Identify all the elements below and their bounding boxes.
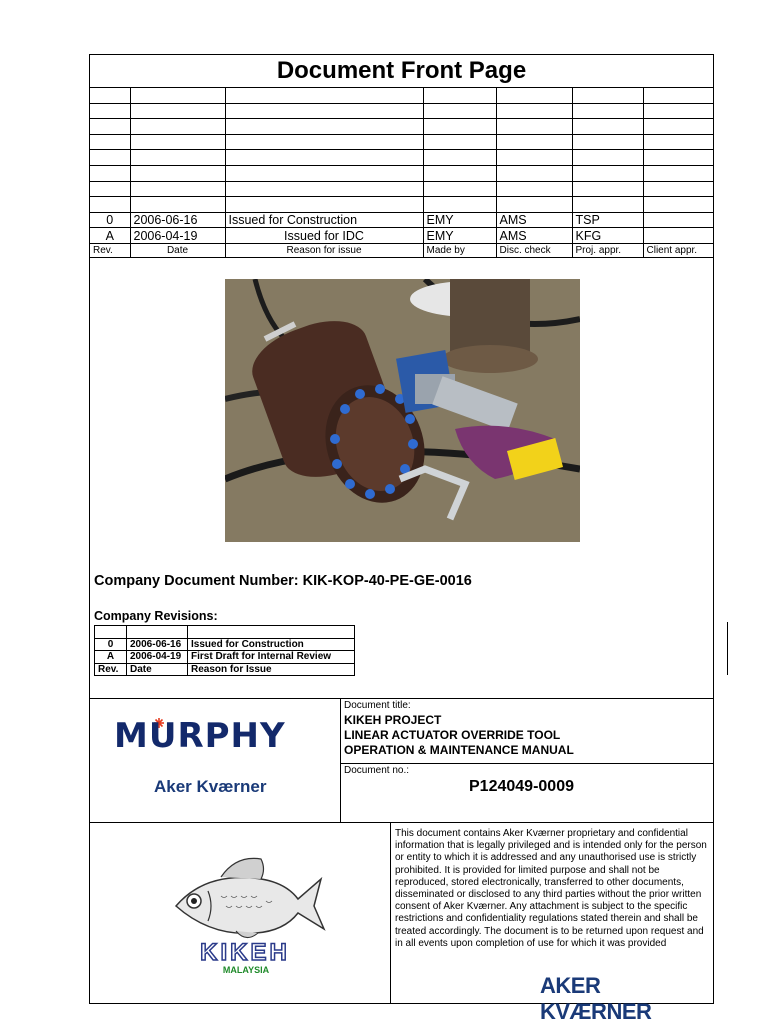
divider	[390, 822, 391, 1004]
revision-empty-row	[90, 165, 714, 181]
kikeh-logo	[166, 851, 326, 981]
revision-empty-row	[90, 181, 714, 197]
rev-cell: A	[90, 228, 130, 244]
reason-cell: Issued for IDC	[225, 228, 423, 244]
revision-empty-row	[90, 150, 714, 166]
made-by-cell: EMY	[423, 228, 496, 244]
made-by-cell: EMY	[423, 212, 496, 228]
murphy-logo	[114, 712, 294, 759]
revision-row	[90, 212, 714, 228]
company-revisions-table	[94, 625, 355, 676]
date-header: Date	[130, 243, 225, 257]
company-rev-cell: 0	[95, 638, 127, 651]
document-title-label: Document title:	[344, 700, 411, 711]
company-date-cell: 2006-06-16	[127, 638, 188, 651]
company-revision-header-row	[95, 663, 355, 676]
fish-illustration	[166, 851, 326, 946]
company-revision-row	[95, 651, 355, 664]
rev-header: Rev.	[90, 243, 130, 257]
proj-appr-cell: TSP	[572, 212, 643, 228]
rev-cell: 0	[90, 212, 130, 228]
divider	[340, 698, 341, 822]
revision-empty-row	[90, 197, 714, 213]
margin-mark	[727, 622, 728, 675]
proj-appr-cell: KFG	[572, 228, 643, 244]
divider	[90, 698, 713, 699]
aker-kvaerner-logo: AKER KVÆRNER	[540, 973, 652, 1024]
company-revision-empty-row	[95, 626, 355, 639]
company-rev-header: Rev.	[95, 663, 127, 676]
revision-empty-row	[90, 119, 714, 135]
company-reason-cell: First Draft for Internal Review	[188, 651, 355, 664]
reason-header: Reason for issue	[225, 243, 423, 257]
aker-kvaerner-wordmark: Aker Kværner	[154, 777, 267, 796]
company-revisions-title: Company Revisions:	[94, 609, 218, 623]
revision-empty-row	[90, 103, 714, 119]
made-by-header: Made by	[423, 243, 496, 257]
company-date-cell: 2006-04-19	[127, 651, 188, 664]
confidentiality-disclaimer: This document contains Aker Kværner proprietary and confidential information that is legally privileged and is intended only for the person or entity to which it is addressed and any unauthorised use is strictly prohibited. It is provided for limited purpose and shall not be reproduced, stored electronically, transferred to other documents, disseminated or disclosed to any third parties without the prior written consent of Aker Kværner. Any attachment is subject to the specific restrictions and confidentiality regulations stated therein and shall be treated accordingly. The document is to be returned upon request and in all events upon completion of use for which it was provided	[395, 828, 707, 949]
revision-header-row	[90, 243, 714, 257]
client-appr-cell	[643, 212, 714, 228]
client-appr-header: Client appr.	[643, 243, 714, 257]
equipment-photo	[225, 279, 580, 542]
company-reason-cell: Issued for Construction	[188, 638, 355, 651]
document-title-line-3: OPERATION & MAINTENANCE MANUAL	[344, 743, 574, 757]
revision-empty-row	[90, 134, 714, 150]
kikeh-wordmark: KIKEH	[200, 939, 290, 966]
proj-appr-header: Proj. appr.	[572, 243, 643, 257]
document-frame	[89, 54, 714, 1024]
disc-check-cell: AMS	[496, 212, 572, 228]
revision-table	[90, 87, 714, 258]
revision-empty-row	[90, 88, 714, 104]
company-rev-cell: A	[95, 651, 127, 664]
date-cell: 2006-04-19	[130, 228, 225, 244]
page-title: Document Front Page	[90, 55, 713, 88]
divider	[90, 822, 713, 823]
document-title-line-1: KIKEH PROJECT	[344, 713, 442, 727]
document-title-line-2: LINEAR ACTUATOR OVERRIDE TOOL	[344, 728, 561, 742]
company-reason-header: Reason for Issue	[188, 663, 355, 676]
disc-check-header: Disc. check	[496, 243, 572, 257]
company-date-header: Date	[127, 663, 188, 676]
equipment-photo-graphic	[225, 279, 580, 542]
document-no-value: P124049-0009	[469, 778, 574, 795]
disc-check-cell: AMS	[496, 228, 572, 244]
murphy-wordmark: MURPHY	[114, 716, 286, 756]
company-revision-row	[95, 638, 355, 651]
document-no-label: Document no.:	[344, 765, 410, 776]
client-appr-cell	[643, 228, 714, 244]
malaysia-wordmark: MALAYSIA	[222, 965, 270, 975]
revision-row	[90, 228, 714, 244]
reason-cell: Issued for Construction	[225, 212, 423, 228]
company-document-number: Company Document Number: KIK-KOP-40-PE-GE-0016	[94, 573, 472, 589]
divider	[340, 763, 714, 764]
date-cell: 2006-06-16	[130, 212, 225, 228]
